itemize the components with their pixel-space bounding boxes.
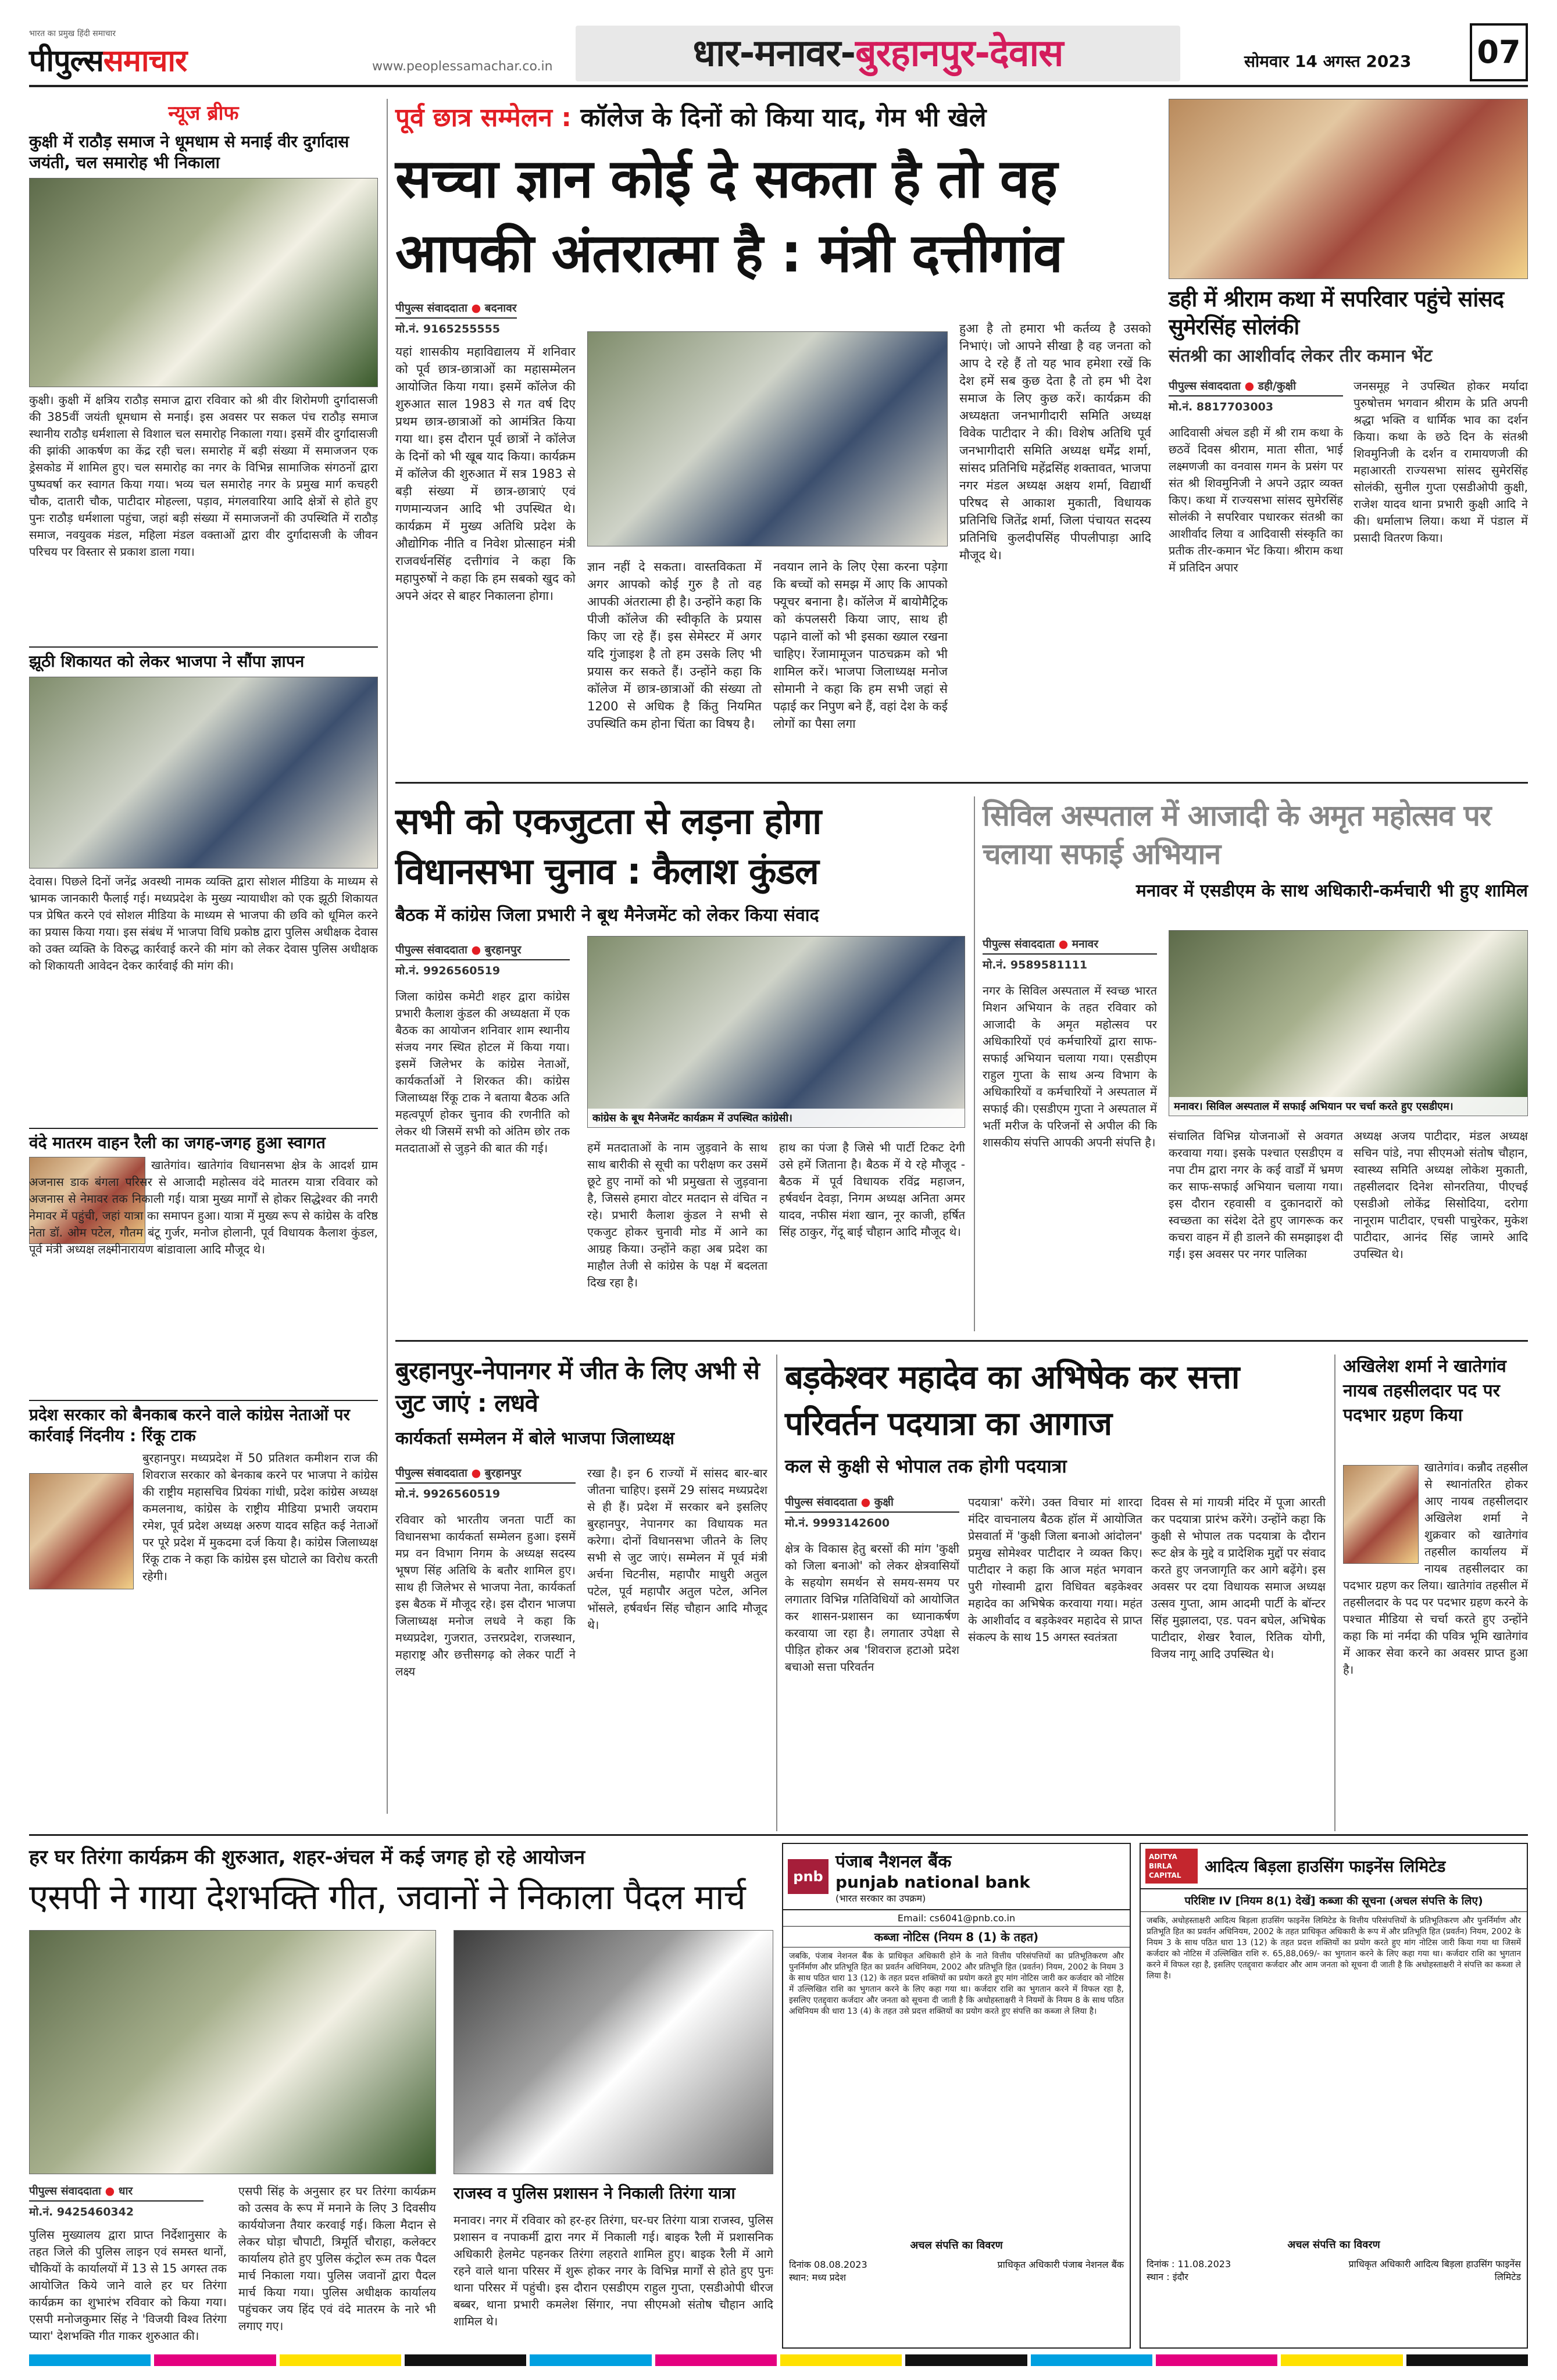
cleaning-drive-photo (1169, 930, 1528, 1116)
lead-kicker (395, 99, 1151, 134)
section-title-a: धार-मनावर- (692, 32, 856, 75)
dahi-headline: डही में श्रीराम कथा में सपरिवार पहुंचे सांसद सुमेरसिंह सोलंकी (1169, 286, 1504, 340)
logo-tagline: भारत का प्रमुख हिंदी समाचार (29, 29, 116, 38)
kundal-subhead: बैठक में कांग्रेस जिला प्रभारी ने बूथ मैनेजमेंट को लेकर किया संवाद (395, 905, 819, 925)
dahi-body-1: आदिवासी अंचल डही में श्री राम कथा के छठवें दिवस श्रीराम, माता सीता, भाई लक्ष्मणजी का वनवास गमन के प्रसंग पर संत श्री शिवमुनिजी ने अपने उद्गार व्यक्त किए। कथा में राज्यसभा सांसद सुमेरसिंह सोलंकी ने सपरिवार पधारकर संतश्री का आशीर्वाद लिया व आदिवासी संस्कृति का प्रतीक तीर-कमान भेंट किया। श्रीराम कथा में प्रतिदिन अपार (1169, 426, 1343, 574)
memorandum-photo (29, 677, 378, 869)
tiranga-story (29, 1843, 773, 2349)
badkeshwar-body-2: पदयात्रा' करेंगे। उक्त विचार मां शारदा मंदिर वाचनालय बैठक हॉल में आयोजित प्रेसवार्ता में 'कुक्षी जिला बनाओ आंदोलन' प्रमुख सोमेश्वर पाटीदार ने व्यक्त किए। पाटीदार ने कहा कि आज महंत भगवान पुरी गोस्वामी द्वारा विधिवत बड़केश्वर महादेव का अभिषेक करवाया गया। महंत के आशीर्वाद व बड़केश्वर महादेव से प्राप्त संकल्प के साथ 15 अगस्त स्वतंत्रता (968, 1495, 1142, 1644)
lead-headline: सच्चा ज्ञान कोई दे सकता है तो वह आपकी अंतरात्मा है : मंत्री दत्तीगांव (395, 148, 1063, 284)
section-title-b: बुरहानपुर-देवास (855, 32, 1063, 75)
pnb-date: दिनांक 08.08.2023 (789, 2259, 867, 2270)
civil-headline: सिविल अस्पताल में आजादी के अमृत महोत्सव पर चलाया सफाई अभियान (983, 799, 1491, 871)
news-brief-title: न्यूज ब्रीफ (168, 102, 239, 125)
aditya-signatory: प्राधिकृत अधिकारी आदित्य बिड़ला हाउसिंग फाइनेंस लिमिटेड (1348, 2259, 1521, 2282)
aditya-birla-possession-notice-ad (1140, 1843, 1528, 2349)
aditya-birla-logo-icon: ADITYA BIRLA CAPITAL (1145, 1849, 1198, 1884)
civil-body-2: संचालित विभिन्न योजनाओं से अवगत करवाया गया। इसके पश्चात एसडीएम व नपा टीम द्वारा नगर के कई वार्डों में भ्रमण कर साफ-सफाई अभियान चलाया गया। इस दौरान रहवासी व दुकानदारों को स्वच्छता का संदेश देते हुए जागरूक कर कचरा वाहन में ही डालने की समझाइश दी गई। इस अवसर पर नगर पालिका (1169, 1129, 1343, 1261)
tiranga-headline: एसपी ने गाया देशभक्ति गीत, जवानों ने निकाला पैदल मार्च (29, 1877, 745, 1918)
pnb-possession-notice-ad (782, 1843, 1131, 2349)
brief-headline-3: वंदे मातरम वाहन रैली का जगह-जगह हुआ स्वागत (29, 1128, 378, 1153)
lead-body-3: नवयान लाने के लिए ऐसा करना पड़ेगा कि बच्चों को समझ में आए कि आपको फ्यूचर बनाना है। कॉलेज में बायोमैट्रिक को कंपलसरी किया जाए, साथ ही पढ़ाने वालों को भी इसका ख्याल रखना चाहिए। रेंजामामूजन पाठचक्रम को भी शामिल करें। भाजपा जिलाध्यक्ष मनोज सोमानी ने कहा कि हम सभी जहां से पढ़ाई कर निपुण बने हैं, वहां देश के कई लोगों का पैसा लगा (773, 560, 948, 731)
tiranga-photo-caption: राजस्व व पुलिस प्रशासन ने निकाली तिरंगा यात्रा (453, 2184, 735, 2203)
akhilesh-story (1343, 1355, 1528, 1831)
ladhve-byline: पीपुल्स संवाददाता ● बुरहानपुर (395, 1465, 576, 1484)
page-number: 07 (1470, 23, 1528, 81)
dahi-story (1169, 99, 1528, 767)
lead-kicker-a: पूर्व छात्र सम्मेलन : (395, 103, 572, 133)
lead-story (395, 99, 1151, 767)
brief-headline-1: कुक्षी में राठौड़ समाज ने धूमधाम से मनाई वीर दुर्गादास जयंती, चल समारोह भी निकाला (29, 132, 349, 172)
logo-part-a: पीपुल्स (29, 43, 103, 78)
aditya-notice-title: परिशिष्ट IV [नियम 8(1) देखें] कब्जा की सूचना (अचल संपत्ति के लिए) (1141, 1889, 1527, 1912)
tiranga-kicker: हर घर तिरंगा कार्यक्रम की शुरुआत, शहर-अंचल में कई जगह हो रहे आयोजन (29, 1846, 585, 1869)
brief-body-1: कुक्षी। कुक्षी में क्षत्रिय राठौड़ समाज द्वारा रविवार को श्री वीर शिरोमणी दुर्गादासजी की 385वीं जयंती धूमधाम से मनाई। इस अवसर पर सकल पंच राठौड़ समाज स्थानीय राठौड़ धर्मशाला से विशाल चल समारोह निकाला गया। इसमें वीर दुर्गादासजी की झांकी आकर्षण का केंद्र रही चल। समारोह में बड़ी संख्या में समाजजन एक ड्रेसकोड में शामिल हुए। चल समारोह का नगर के विभिन्न सामाजिक संगठनों द्वारा पुष्पवर्षा कर स्वागत किया गया। भव्य चल समारोह नगर के प्रमुख मार्ग कचहरी चौक, दातारी चौक, पाटीदार मोहल्ला, पड़ाव, मंगलवारिया आदि क्षेत्रों से होते हुए पुनः राठौड़ धर्मशाला पहुंचा, जहां बड़ी संख्या में समाजजनों की उपस्थिति में राठौड़ समाज, नवयुवक मंडल, महिला मंडल वक्ताओं द्वारा वीर दुर्गादासजी के जीवन परिचय पर विस्तार से प्रकाश डाला गया। (29, 393, 378, 559)
tiranga-byline: पीपुल्स संवाददाता ● धार (29, 2183, 203, 2202)
ladhve-subhead: कार्यकर्ता सम्मेलन में बोले भाजपा जिलाध्यक्ष (395, 1428, 674, 1449)
minister-speech-photo (587, 331, 948, 546)
badkeshwar-body-3: दिवस से मां गायत्री मंदिर में पूजा आरती कर पदयात्रा प्रारंभ करेंगे। उन्होंने कहा कि कुक्षी से भोपाल तक पदयात्रा के दौरान रूट क्षेत्र के मुद्दे व प्रादेशिक मुद्दों पर संवाद करते हुए जनजागृति कर आगे बढ़ेंगे। इस अवसर पर दया विधायक समाज अध्यक्ष उत्सव गुप्ता, आम आदमी पार्टी के बॉन्टर सिंह मुझालदा, एड. पवन बघेल, अभिषेक पाटीदार, शेखर रैवाल, रितिक योगी, विजय नागू आदि उपस्थित थे। (1151, 1495, 1326, 1661)
news-brief-column (29, 99, 378, 1843)
aditya-place: स्थान : इंदौर (1147, 2271, 1188, 2282)
column-divider (776, 1355, 777, 1831)
badkeshwar-byline: पीपुल्स संवाददाता ● कुक्षी (785, 1494, 959, 1513)
ladhve-body-2: रखा है। इन 6 राज्यों में सांसद बार-बार जीतना चाहिए। इसमें 29 सांसद मध्यप्रदेश से ही हैं। प्रदेश में सरकार बने इसलिए बुरहानपुर, नेपानगर का विधायक मत करेगा। दोनों विधानसभा जीतने के लिए सभी से जुट जाएं। सम्मेलन में पूर्व मंत्री अर्चना चिटनीस, महापौर माधुरी अतुल पटेल, पूर्व महापौर अतुल पटेल, अनिल भोंसले, हर्षवर्धन सिंह चौहान आदि मौजूद थे। (587, 1466, 767, 1632)
column-divider (974, 796, 975, 1331)
lead-kicker-b: कॉलेज के दिनों को किया याद, गेम भी खेले (580, 103, 987, 133)
congress-meeting-photo (587, 936, 965, 1128)
pnb-signatory: प्राधिकृत अधिकारी पंजाब नेशनल बैंक (997, 2259, 1124, 2270)
column-divider (1334, 1355, 1335, 1831)
section-banner (576, 26, 1180, 81)
civil-mobile: मो.नं. 9589581111 (983, 959, 1088, 971)
pnb-place: स्थान: मध्य प्रदेश (789, 2272, 847, 2283)
pnb-property-title: अचल संपत्ति का विवरण (910, 2239, 1003, 2252)
badkeshwar-story (785, 1355, 1326, 1831)
akhilesh-headline: अखिलेश शर्मा ने खातेगांव नायब तहसीलदार पद पर पदभार ग्रहण किया (1343, 1356, 1506, 1425)
lead-mobile: मो.नं. 9165255555 (395, 323, 501, 335)
badkeshwar-subhead: कल से कुक्षी से भोपाल तक होगी पदयात्रा (785, 1455, 1067, 1477)
tiranga-body-2: एसपी सिंह के अनुसार हर घर तिरंगा कार्यक्रम को उत्सव के रूप में मनाने के लिए 3 दिवसीय कार्ययोजना तैयार करवाई गई। किला मैदान से लेकर घोड़ा चौपाटी, त्रिमूर्ति चौराहा, कलेक्टर कार्यालय होते हुए पुलिस कंट्रोल रूम तक पैदल मार्च निकाला गया। पुलिस जवानों द्वारा पैदल मार्च किया गया। पुलिस अधीक्षक कार्यालय पहुंचकर जय हिंद एवं वंदे मातरम के नारे भी लगाए गए। (238, 2184, 436, 2333)
ladhve-body-1: रविवार को भारतीय जनता पार्टी का विधानसभा कार्यकर्ता सम्मेलन हुआ। इसमें मप्र वन विभाग निगम के अध्यक्ष सदस्य भूषण सिंह अतिथि के बतौर शामिल हुए। साथ ही जिलेभर से भाजपा नेता, कार्यकर्ता इस बैठक में मौजूद रहे। इस दौरान भाजपा जिलाध्यक्ष मनोज लधवे ने कहा कि मध्यप्रदेश, गुजरात, उत्तरप्रदेश, राजस्थान, महाराष्ट्र और छत्तीसगढ़ को लेकर पार्टी ने लक्ष्य (395, 1513, 576, 1678)
civil-byline: पीपुल्स संवाददाता ● मनावर (983, 936, 1157, 955)
badkeshwar-body-1: क्षेत्र के विकास हेतु बरसों की मांग 'कुक्षी को जिला बनाओ' को लेकर क्षेत्रवासियों के सहयोग समर्थन से समय-समय पर लगातार विभिन्न गतिविधियों को आयोजित कर शासन-प्रशासन का ध्यानाकर्षण करवाया जा रहा है। लगातार उपेक्षा से पीड़ित होकर अब 'शिवराज हटाओ प्रदेश बचाओ सत्ता परिवर्तन (785, 1542, 959, 1674)
rinku-tak-photo (29, 1473, 134, 1589)
logo-part-b: समाचार (103, 43, 187, 78)
pnb-name-hi: पंजाब नैशनल बैंक (835, 1852, 952, 1872)
newspaper-logo (29, 28, 273, 80)
lead-byline: पीपुल्स संवाददाता ● बदनावर (395, 300, 517, 319)
dahi-body-2: जनसमूह ने उपस्थित होकर मर्यादा पुरुषोत्तम भगवान श्रीराम के प्रति अपनी श्रद्धा भक्ति व धार्मिक भाव का दर्शन किया। कथा के छठे दिन के संतश्री शिवमुनिजी के दर्शन व रामायणजी की महाआरती राज्यसभा सांसद सुमेरसिंह सोलंकी, सुनील गुप्ता एसडीओपी कुक्षी, राजेश यादव थाना प्रभारी कुक्षी आदि ने की। धर्मालाभ लिया। कथा में पंडाल में प्रसादी वितरण किया। (1354, 379, 1528, 545)
aditya-notice-body: जबकि, अधोहस्ताक्षरी आदित्य बिड़ला हाउसिंग फाइनेंस लिमिटेड के वित्तीय परिसंपत्तियों के प्रतिभूतिकरण और पुनर्निर्माण और प्रतिभूति हित का प्रवर्तन अधिनियम, 2002 के तहत प्राधिकृत अधिकारी के रूप में और प्रतिभूति हित (प्रवर्तन) नियम, 2002 के नियम 3 के साथ पठित धारा 13 (12) के तहत प्रदत्त शक्तियों का प्रयोग करते हुए मांग नोटिस जारी किया गया था जिसमें कर्जदार को नोटिस में उल्लिखित राशि रु. 65,88,069/- का भुगतान करने के लिए कहा गया था। कर्जदार राशि का भुगतान करने में विफल रहा है, इसलिए एतद्द्वारा कर्जदार और आम जनता को सूचना दी जाती है कि अधोहस्ताक्षरी ने संपत्ति का कब्जा ले लिया है। (1147, 1916, 1521, 1981)
bjp-ladhve-story (395, 1355, 767, 1831)
kundal-mobile: मो.नं. 9926560519 (395, 964, 501, 977)
section-rule (395, 782, 1528, 784)
pnb-notice-body: जबकि, पंजाब नेशनल बैंक के प्राधिकृत अधिकारी होने के नाते वित्तीय परिसंपत्तियों का प्रतिभूतिकरण और पुनर्निर्माण और प्रतिभूति हित का प्रवर्तन अधिनियम, 2002 और प्रतिभूति हित (प्रवर्तन) नियम, 2002 के नियम 3 के साथ पठित धारा 13 (12) के तहत प्रदत्त शक्तियों का प्रयोग करते हुए मांग नोटिस जारी कर कर्जदार को नोटिस में उल्लिखित राशि का भुगतान करने के लिए कहा गया था। कर्जदार राशि का भुगतान करने में विफल रहा है, इसलिए एतद्द्वारा कर्जदार और जनता को सूचना दी जाती है कि अधोहस्ताक्षरी ने नियमों के नियम 8 के साथ पठित अधिनियम की धारा 13 (4) के तहत उसे प्रदत्त शक्तियों का प्रयोग करते हुए संपत्ति का कब्जा ले लिया है। (789, 1952, 1124, 2016)
kundal-body-3: हमें मतदाताओं के नाम जुड़वाने के साथ साथ बारीकी से सूची का परीक्षण कर उसमें छूटे हुए नामों को भी प्रमुखता से जुड़वाना है, जिससे हमारा वोटर मतदान से वंचित न रहे। प्रभारी कैलाश कुंडल ने सभी से एकजुट होकर चुनावी मोड में आने का आग्रह किया। उन्होंने कहा अब प्रदेश का माहौल तेजी से कांग्रेस के पक्ष में बदलता दिख रहा है। (587, 1141, 767, 1289)
aditya-date: दिनांक : 11.08.2023 (1147, 2259, 1231, 2270)
pnb-notice-title: कब्जा नोटिस (नियम 8 (1) के तहत) (783, 1926, 1130, 1947)
brief-body-3: खातेगांव। खातेगांव विधानसभा क्षेत्र के आदर्श ग्राम अजनास डाक बंगला परिसर से आजादी महोत्सव वंदे मातरम यात्रा रविवार को अजनास से नेमावर तक निकाली गई। यात्रा मुख्य मार्गों से होकर सिद्धेश्वर की नगरी नेमावर में पहुंची, जहां यात्रा का समापन हुआ। यात्रा में मुख्य रूप से कांग्रेस के वरिष्ठ नेता डॉ. ओम पटेल, गौतम बंटू गुर्जर, मनोज होलानी, पूर्व विधायक कैलाश कुंडल, पूर्व मंत्री अध्यक्ष लक्ष्मीनारायण बांडावाला आदि मौजूद थे। (29, 1158, 378, 1256)
masthead (29, 23, 1528, 87)
aditya-name-hi: आदित्य बिड़ला हाउसिंग फाइनेंस लिमिटेड (1205, 1857, 1446, 1876)
kundal-body-1: जिला कांग्रेस कमेटी शहर द्वारा कांग्रेस प्रभारी कैलाश कुंडल की अध्यक्षता में एक बैठक का आयोजन शनिवार शाम स्थानीय संजय नगर स्थित होटल में किया गया। इसमें जिलेभर के कांग्रेस नेताओं, कार्यकर्ताओं ने शिरकत की। कांग्रेस जिलाध्यक्ष रिंकू टाक ने बताया बैठक अति महत्वपूर्ण होकर चुनाव की रणनीति को लेकर थी जिसमें सभी को अंतिम छोर तक मतदाताओं से जुड़ने की बात की गई। (395, 989, 570, 1155)
pnb-email: Email: cs6041@pnb.co.in (897, 1913, 1016, 1924)
kundal-photo-caption: कांग्रेस के बूथ मैनेजमेंट कार्यक्रम में उपस्थित कांग्रेसी। (588, 1109, 965, 1127)
civil-photo-caption: मनावर। सिविल अस्पताल में सफाई अभियान पर चर्चा करते हुए एसडीएम। (1169, 1097, 1527, 1116)
issue-date: सोमवार 14 अगस्त 2023 (1244, 52, 1412, 71)
kundal-story (395, 796, 965, 1331)
column-divider (387, 99, 388, 1814)
ladhve-headline: बुरहानपुर-नेपानगर में जीत के लिए अभी से जुट जाएं : लधवे (395, 1356, 759, 1417)
dahi-mobile: मो.नं. 8817703003 (1169, 401, 1274, 413)
police-march-photo (29, 1930, 436, 2174)
badkeshwar-headline: बड़केश्वर महादेव का अभिषेक कर सत्ता परिवर्तन पदयात्रा का आगाज (785, 1359, 1240, 1443)
badkeshwar-mobile: मो.नं. 9993142600 (785, 1517, 890, 1530)
akhilesh-body: खातेगांव। कन्नौद तहसील से स्थानांतरित होकर आए नायब तहसीलदार अखिलेश शर्मा ने शुक्रवार को खातेगांव तहसील कार्यालय में नायब तहसीलदार का पदभार ग्रहण कर लिया। खातेगांव तहसील में तहसीलदार के पद पर पदभार ग्रहण करने के पश्चात मीडिया से चर्चा करते हुए उन्होंने कहा कि मां नर्मदा की पवित्र भूमि खातेगांव में आकर सेवा करने का अवसर प्राप्त हुआ है। (1343, 1460, 1528, 1677)
civil-body-3: अध्यक्ष अजय पाटीदार, मंडल अध्यक्ष सचिन पांडे, नपा सीएमओ संतोष चौहान, स्वास्थ्य समिति अध्यक्ष लोकेश मुकाती, तहसीलदार दिनेश सोनरतिया, पीएचई एसडीओ लोकेंद्र सिसोदिया, दरोगा नानूराम पाटीदार, एचसी पाचुरेकर, मुकेश पाटीदार, आनंद सिंह जामरे आदि उपस्थित थे। (1354, 1129, 1528, 1261)
tiranga-mobile: मो.नं. 9425460342 (29, 2206, 134, 2218)
lead-body-1: यहां शासकीय महाविद्यालय में शनिवार को पूर्व छात्र-छात्राओं का महासम्मेलन आयोजित किया गया। इसमें कॉलेज की शुरुआत साल 1983 से गत वर्ष दिए प्रथम छात्र-छात्राओं को आमंत्रित किया गया था। इस दौरान पूर्व छात्रों ने कॉलेज के दिनों को भी खूब याद किया। कार्यक्रम में कॉलेज की शुरुआत में सत्र 1983 से बड़ी संख्या में छात्र-छात्राएं एवं गणमान्यजन आदि भी उपस्थित थे। कार्यक्रम में मुख्य अतिथि प्रदेश के औद्योगिक नीति व निवेश प्रोत्साहन मंत्री राजवर्धनसिंह दत्तीगांव ने कहा कि महापुरुषों ने कहा कि हम सबको खुद को अपने अंदर से बाहर निकालना होगा। (395, 345, 576, 603)
dahi-subhead: संतश्री का आशीर्वाद लेकर तीर कमान भेंट (1169, 346, 1433, 366)
pnb-logo-icon: pnb (788, 1859, 829, 1894)
brief-body-4: बुरहानपुर। मध्यप्रदेश में 50 प्रतिशत कमीशन राज की शिवराज सरकार को बेनकाब करने पर भाजपा ने कांग्रेस की राष्ट्रीय महासचिव प्रियंका गांधी, प्रदेश कांग्रेस अध्यक्ष कमलनाथ, कांग्रेस के राष्ट्रीय मीडिया प्रभारी जयराम रमेश, पूर्व प्रदेश अध्यक्ष अरुण यादव सहित कई नेताओं पर पूरे प्रदेश में मुकदमा दर्ज किया है। कांग्रेस जिलाध्यक्ष रिंकू टाक ने कहा कि कांग्रेस इस घोटाले का विरोध करती रहेगी। (142, 1451, 378, 1583)
aditya-property-title: अचल संपत्ति का विवरण (1287, 2239, 1380, 2251)
lead-body-2: ज्ञान नहीं दे सकता। वास्तविकता में अगर आपको कोई गुरु है तो वह आपकी अंतरात्मा ही है। उन्होंने कहा कि पीजी कॉलेज की स्वीकृति के प्रयास किए जा रहे हैं। इस सेमेस्टर में अगर यदि गुंजाइश है तो हम उसके लिए भी प्रयास कर सकते हैं। उन्होंने कहा कि कॉलेज में छात्र-छात्राओं की संख्या तो 1200 से अधिक है किंतु नियमित उपस्थिति कम होना चिंता का विषय है। (587, 560, 762, 731)
brief-body-2: देवास। पिछले दिनों जनेंद्र अवस्थी नामक व्यक्ति द्वारा सोशल मीडिया के माध्यम से भ्रामक जानकारी फैलाई गई। मध्यप्रदेश के मुख्य न्यायाधीश को एक झूठी शिकायत पत्र प्रेषित करने एवं सोशल मीडिया के माध्यम से भाजपा की छवि को धूमिल करने का प्रयास किया गया। इस संबंध में भाजपा विधि प्रकोष्ठ द्वारा पुलिस अधीक्षक देवास को उक्त व्यक्ति के विरुद्ध कार्रवाई करने की मांग को लेकर देवास पुलिस अधीक्षक को शिकायती आवेदन देकर कार्रवाई की मांग की। (29, 874, 378, 973)
kundal-body-4: हाथ का पंजा है जिसे भी पार्टी टिकट देगी उसे हमें जिताना है। बैठक में ये रहे मौजूद - बैठक में पूर्व विधायक रविंद्र महाजन, हर्षवर्धन देवड़ा, निगम अध्यक्ष अनिता अमर यादव, नफीस मंशा खान, नूर काजी, हर्षित सिंह ठाकुर, गेंदू बाई चौहान आदि मौजूद थे। (779, 1141, 965, 1239)
bike-rally-photo (453, 1930, 773, 2174)
procession-photo (29, 178, 378, 387)
tiranga-body-3: मनावर। नगर में रविवार को हर-हर तिरंगा, घर-घर तिरंगा यात्रा राजस्व, पुलिस प्रशासन व नपाकर्मी द्वारा नगर में निकाली गई। बाइक रैली में प्रशासनिक अधिकारी हेलमेट पहनकर तिरंगा लहराते शामिल हुए। बाइक रैली में आगे रहने वाले थाना परिसर में शुरू होकर नगर के विभिन्न मार्गों से होते हुए पुनः थाना परिसर में पहुंची। इस दौरान एसडीएम राहुल गुप्ता, एसडीओपी धीरज बब्बर, थाना प्रभारी कमलेश सिंगार, नपा सीएमओ संतोष चौहान आदि शामिल थे। (453, 2213, 773, 2328)
brief-headline-2: झूठी शिकायत को लेकर भाजपा ने सौंपा ज्ञापन (29, 646, 378, 672)
civil-subhead: मनावर में एसडीएम के साथ अधिकारी-कर्मचारी भी हुए शामिल (1135, 881, 1528, 901)
kundal-headline: सभी को एकजुटता से लड़ना होगा विधानसभा चुनाव : कैलाश कुंडल (395, 800, 822, 892)
dahi-byline: पीपुल्स संवाददाता ● डही/कुक्षी (1169, 378, 1343, 396)
kundal-byline: पीपुल्स संवाददाता ● बुरहानपुर (395, 942, 570, 960)
lead-body-4: हुआ है तो हमारा भी कर्तव्य है उसको निभाएं। जो आपने सीखा है वह जनता को आप दे रहे हैं तो यह भाव हमेशा रखें कि देश हमें सब कुछ देता है तो हम भी देश समाज के लिए कुछ करें। कार्यक्रम की अध्यक्षता जनभागीदारी समिति अध्यक्ष विवेक पाटीदार ने की। विशेष अतिथि पूर्व जनभागीदारी समिति अध्यक्ष धर्मेंद्र शर्मा, सांसद प्रतिनिधि महेंद्रसिंह शक्तावत, भाजपा नगर मंडल अध्यक्ष अक्षय शर्मा, विद्यार्थी परिषद से आकाश मुकाती, विधायक प्रतिनिधि जितेंद्र शर्मा, जिला पंचायत सदस्य प्रतिनिधि कुलदीपसिंह पीपलीपाड़ा आदि मौजूद थे। (959, 321, 1151, 562)
tiranga-body-1: पुलिस मुख्यालय द्वारा प्राप्त निर्देशानुसार के तहत जिले की पुलिस लाइन एवं समस्त थानों, चौकियों के कार्यालयों में 13 से 15 अगस्त तक आयोजित किये जाने वाले हर घर तिरंगा कार्यक्रम का शुभारंभ रविवार को किया गया। एसपी मनोजकुमार सिंह ने 'विजयी विश्व तिरंगा प्यारा' देशभक्ति गीत गाकर शुरुआत की। (29, 2228, 227, 2343)
civil-hospital-story (983, 796, 1528, 1331)
printer-color-bar (29, 2354, 1528, 2366)
section-rule (395, 1340, 1528, 1342)
ram-katha-photo (1169, 99, 1528, 279)
brief-headline-4: प्रदेश सरकार को बैनकाब करने वाले कांग्रेस नेताओं पर कार्रवाई निंदनीय : रिंकू टाक (29, 1400, 378, 1446)
pnb-name-en: punjab national bank (835, 1872, 1030, 1892)
pnb-tagline: (भारत सरकार का उपक्रम) (835, 1893, 926, 1904)
ladhve-mobile: मो.नं. 9926560519 (395, 1488, 501, 1500)
section-rule (29, 1834, 1528, 1836)
website-url: www.peoplessamachar.co.in (372, 59, 553, 74)
civil-body-1: नगर के सिविल अस्पताल में स्वच्छ भारत मिशन अभियान के तहत रविवार को आजादी के अमृत महोत्सव पर अधिकारियों एवं कर्मचारियों द्वारा साफ-सफाई अभियान चलाया गया। एसडीएम राहुल गुप्ता के साथ अन्य विभाग के अधिकारियों व कर्मचारियों ने अस्पताल में सफाई की। एसडीएम गुप्ता ने अस्पताल में भर्ती मरीज के परिजनों से अपील की कि शासकीय संपत्ति आपकी अपनी संपत्ति है। (983, 984, 1157, 1149)
